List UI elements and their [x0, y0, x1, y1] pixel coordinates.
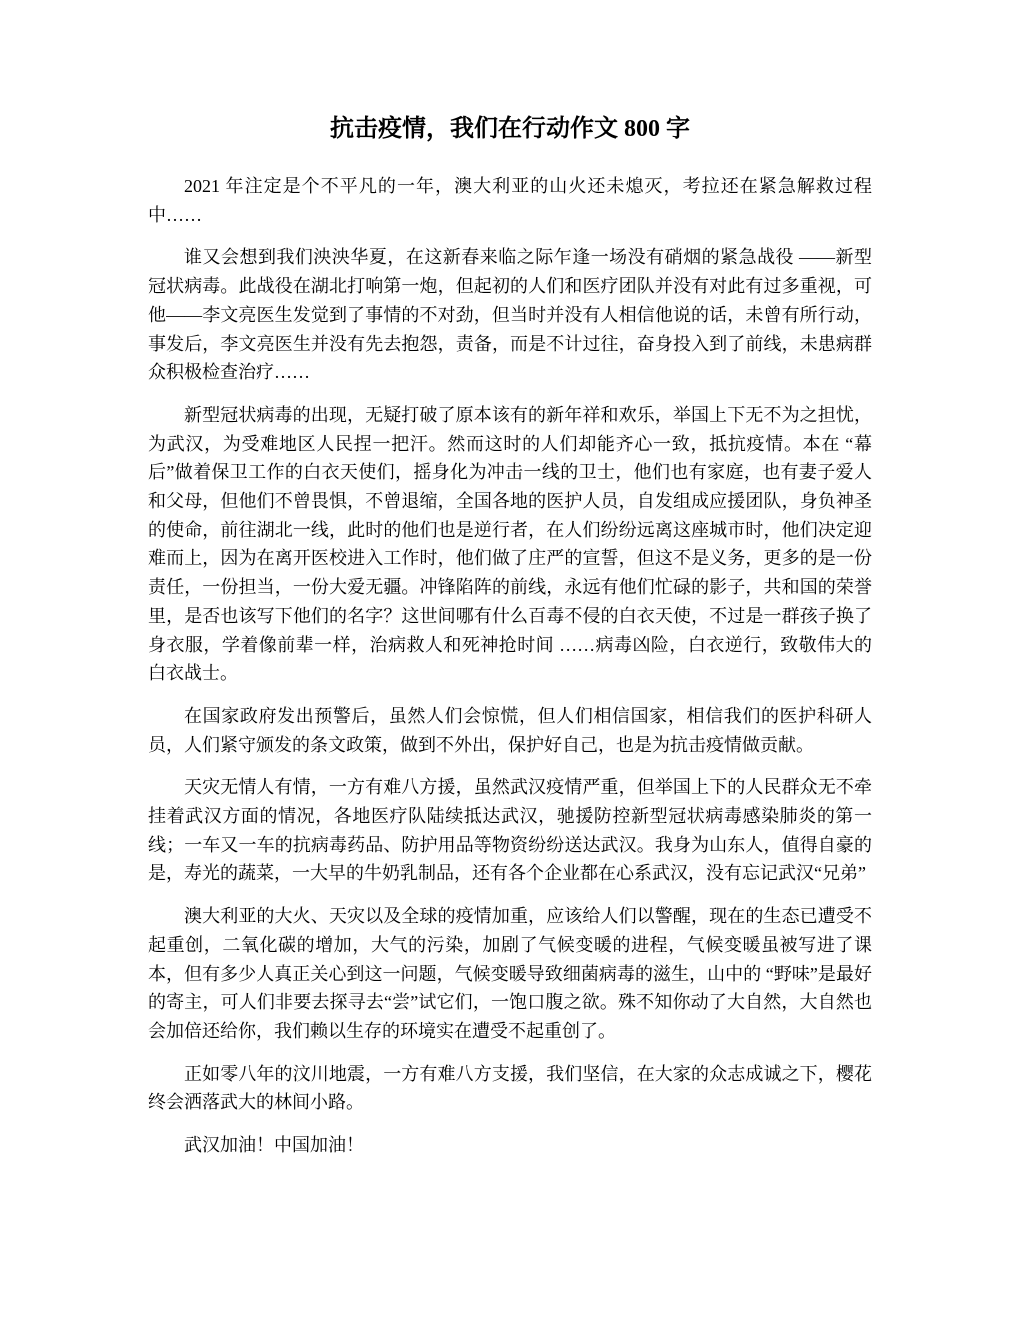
- essay-body: [148, 172, 872, 1160]
- essay-paragraph: 正如零八年的汶川地震，一方有难八方支援，我们坚信，在大家的众志成诚之下，樱花终会洒落武大的林间小路。: [148, 1063, 872, 1113]
- essay-paragraph: 新型冠状病毒的出现，无疑打破了原本该有的新年祥和欢乐，举国上下无不为之担忧，为武汉，为受难地区人民捏一把汗。然而这时的人们却能齐心一致，抵抗疫情。本在 “幕后”做着保卫工作的白衣天使们，摇身化为冲击一线的卫士，他们也有家庭，也有妻子爱人和父母，但他们不曾畏惧，不曾退缩，全国各地的医护人员，自发组成应援团队，身负神圣的使命，前往湖北一线，此时的他们也是逆行者，在人们纷纷远离这座城市时，他们决定迎难而上，因为在离开医校进入工作时，他们做了庄严的宣誓，但这不是义务，更多的是一份责任，一份担当，一份大爱无疆。冲锋陷阵的前线，永远有他们忙碌的影子，共和国的荣誉里，是否也该写下他们的名字？这世间哪有什么百毒不侵的白衣天使，不过是一群孩子换了身衣服，学着像前辈一样，治病救人和死神抢时间 ……病毒凶险，白衣逆行，致敬伟大的白衣战士。: [148, 404, 872, 684]
- essay-paragraph: 天灾无情人有情，一方有难八方援，虽然武汉疫情严重，但举国上下的人民群众无不牵挂着武汉方面的情况，各地医疗队陆续抵达武汉，驰援防控新型冠状病毒感染肺炎的第一线；一车又一车的抗病毒药品、防护用品等物资纷纷送达武汉。我身为山东人，值得自豪的是，寿光的蔬菜，一大早的牛奶乳制品，还有各个企业都在心系武汉，没有忘记武汉“兄弟”: [148, 777, 872, 884]
- document-title: 抗击疫情，我们在行动作文 800 字: [330, 116, 690, 142]
- essay-paragraph: 澳大利亚的大火、天灾以及全球的疫情加重，应该给人们以警醒，现在的生态已遭受不起重创，二氧化碳的增加，大气的污染，加剧了气候变暖的进程，气候变暖虽被写进了课本，但有多少人真正关心到这一问题，气候变暖导致细菌病毒的滋生，山中的 “野味”是最好的寄主，可人们非要去探寻去“尝”试它们，一饱口腹之欲。殊不知你动了大自然，大自然也会加倍还给你，我们赖以生存的环境实在遭受不起重创了。: [148, 906, 872, 1041]
- essay-paragraph: 在国家政府发出预警后，虽然人们会惊慌，但人们相信国家，相信我们的医护科研人员，人们紧守颁发的条文政策，做到不外出，保护好自己，也是为抗击疫情做贡献。: [148, 705, 872, 755]
- essay-paragraph: 谁又会想到我们泱泱华夏，在这新春来临之际乍逢一场没有硝烟的紧急战役 ——新型冠状病毒。此战役在湖北打响第一炮，但起初的人们和医疗团队并没有对此有过多重视，可他——李文亮医生发觉到了事情的不对劲，但当时并没有人相信他说的话，未曾有所行动，事发后，李文亮医生并没有先去抱怨，责备，而是不计过往，奋身投入到了前线，未患病群众积极检查治疗……: [148, 247, 872, 383]
- essay-paragraph: 2021 年注定是个不平凡的一年，澳大利亚的山火还未熄灭，考拉还在紧急解救过程中……: [148, 176, 872, 225]
- essay-paragraph: 武汉加油！中国加油！: [184, 1135, 364, 1156]
